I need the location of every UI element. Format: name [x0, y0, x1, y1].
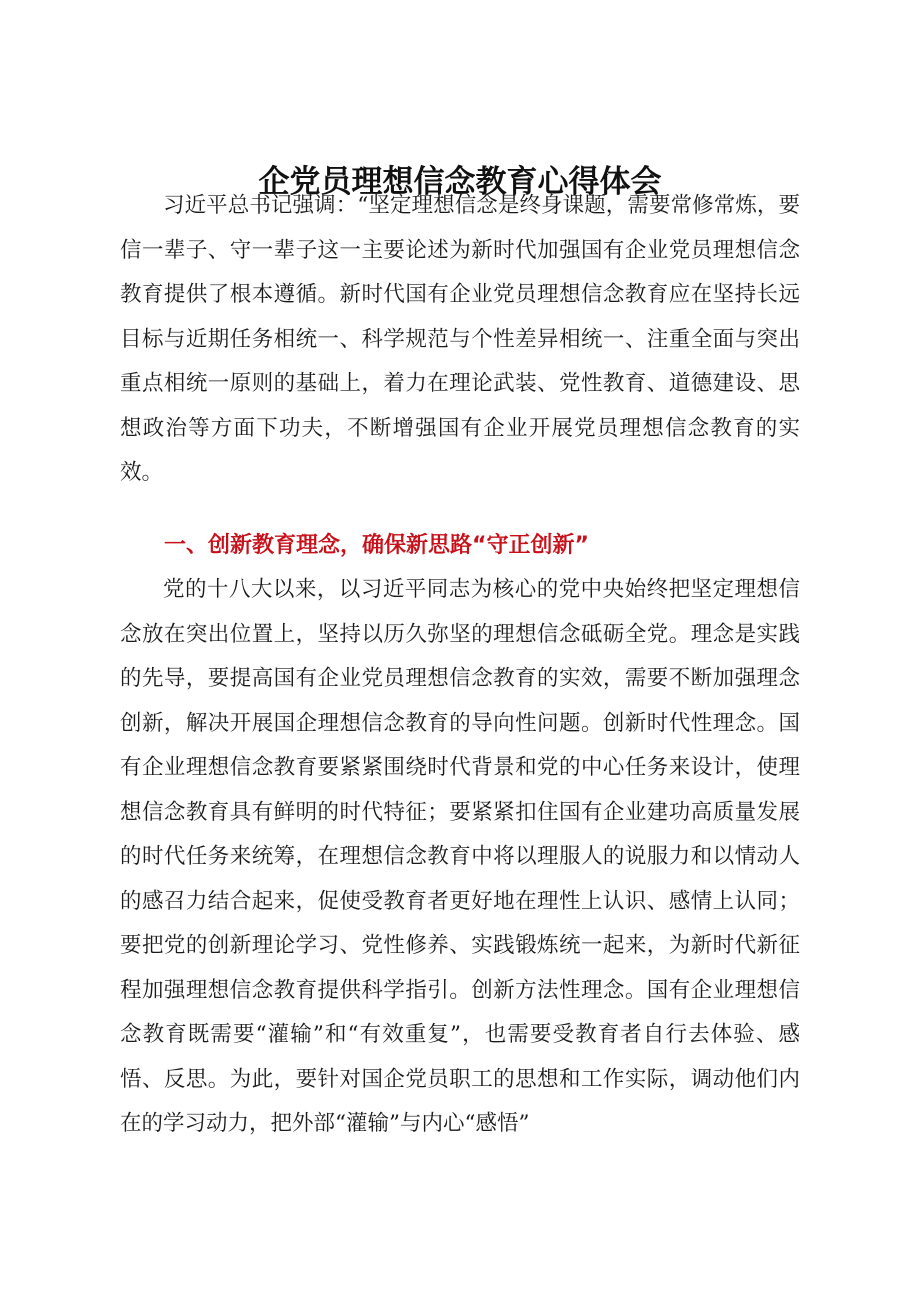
document-title: 企党员理想信念教育心得体会	[258, 164, 662, 200]
section-heading: 一、创新教育理念，确保新思路“守正创新”	[164, 533, 589, 558]
section-paragraph: 党的十八大以来，以习近平同志为核心的党中央始终把坚定理想信念放在突出位置上，坚持以历久弥坚的理想信念砥砺全党。理念是实践的先导，要提高国有企业党员理想信念教育的实效，需要不断加强理念创新，解决开展国企理想信念教育的导向性问题。创新时代性理念。国有企业理想信念教育要紧紧围绕时代背景和党的中心任务来设计，使理想信念教育具有鲜明的时代特征；要紧紧扣住国有企业建功高质量发展的时代任务来统筹，在理想信念教育中将以理服人的说服力和以情动人的感召力结合起来，促使受教育者更好地在理性上认识、感情上认同；要把党的创新理论学习、党性修养、实践锻炼统一起来，为新时代新征程加强理想信念教育提供科学指引。创新方法性理念。国有企业理想信念教育既需要“灌输”和“有效重复”，也需要受教育者自行去体验、感悟、反思。为此，要针对国企党员职工的思想和工作实际，调动他们内在的学习动力，把外部“灌输”与内心“感悟”	[120, 577, 800, 1136]
intro-paragraph: 习近平总书记强调：“坚定理想信念是终身课题，需要常修常炼，要信一辈子、守一辈子这一主要论述为新时代加强国有企业党员理想信念教育提供了根本遵循。新时代国有企业党员理想信念教育应在坚持长远目标与近期任务相统一、科学规范与个性差异相统一、注重全面与突出重点相统一原则的基础上，着力在理论武装、党性教育、道德建设、思想政治等方面下功夫，不断增强国有企业开展党员理想信念教育的实效。	[120, 193, 800, 485]
